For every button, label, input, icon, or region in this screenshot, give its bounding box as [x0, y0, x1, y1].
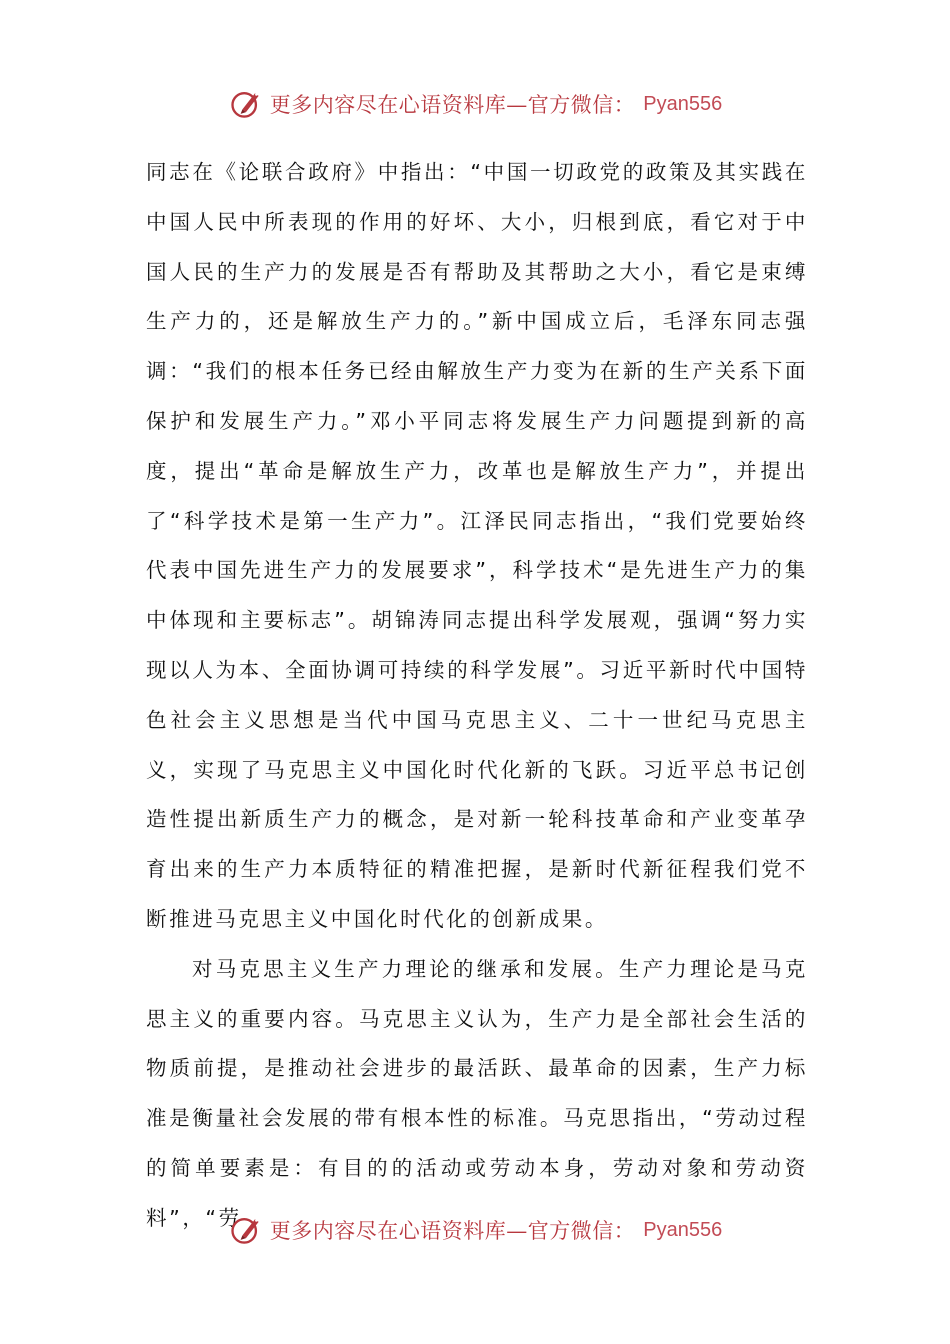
document-body	[146, 148, 808, 1244]
header-banner-text: 更多内容尽在心语资料库—官方微信：	[269, 93, 636, 117]
footer-banner-text: 更多内容尽在心语资料库—官方微信：	[269, 1219, 636, 1243]
footer-wechat-id: Pyan556	[643, 1218, 723, 1241]
pen-nib-logo-icon	[228, 1212, 264, 1248]
header-banner	[0, 82, 950, 126]
header-wechat-id: Pyan556	[643, 92, 723, 115]
pen-nib-logo-icon	[228, 86, 264, 122]
footer-banner	[0, 1208, 950, 1252]
paragraph-1: 同志在《论联合政府》中指出：“中国一切政党的政策及其实践在中国人民中所表现的作用的好坏、大小，归根到底，看它对于中国人民的生产力的发展是否有帮助及其帮助之大小，看它是束缚生产力的，还是解放生产力的。”新中国成立后，毛泽东同志强调：“我们的根本任务已经由解放生产力变为在新的生产关系下面保护和发展生产力。”邓小平同志将发展生产力问题提到新的高度，提出“革命是解放生产力，改革也是解放生产力”，并提出了“科学技术是第一生产力”。江泽民同志指出，“我们党要始终代表中国先进生产力的发展要求”，科学技术“是先进生产力的集中体现和主要标志”。胡锦涛同志提出科学发展观，强调“努力实现以人为本、全面协调可持续的科学发展”。习近平新时代中国特色社会主义思想是当代中国马克思主义、二十一世纪马克思主义，实现了马克思主义中国化时代化新的飞跃。习近平总书记创造性提出新质生产力的概念，是对新一轮科技革命和产业变革孕育出来的生产力本质特征的精准把握，是新时代新征程我们党不断推进马克思主义中国化时代化的创新成果。	[146, 160, 808, 931]
paragraph-2: 对马克思主义生产力理论的继承和发展。生产力理论是马克思主义的重要内容。马克思主义认为，生产力是全部社会生活的物质前提，是推动社会进步的最活跃、最革命的因素，生产力标准是衡量社会发展的带有根本性的标准。马克思指出，“劳动过程的简单要素是：有目的的活动或劳动本身，劳动对象和劳动资料”，“劳	[146, 956, 808, 1230]
